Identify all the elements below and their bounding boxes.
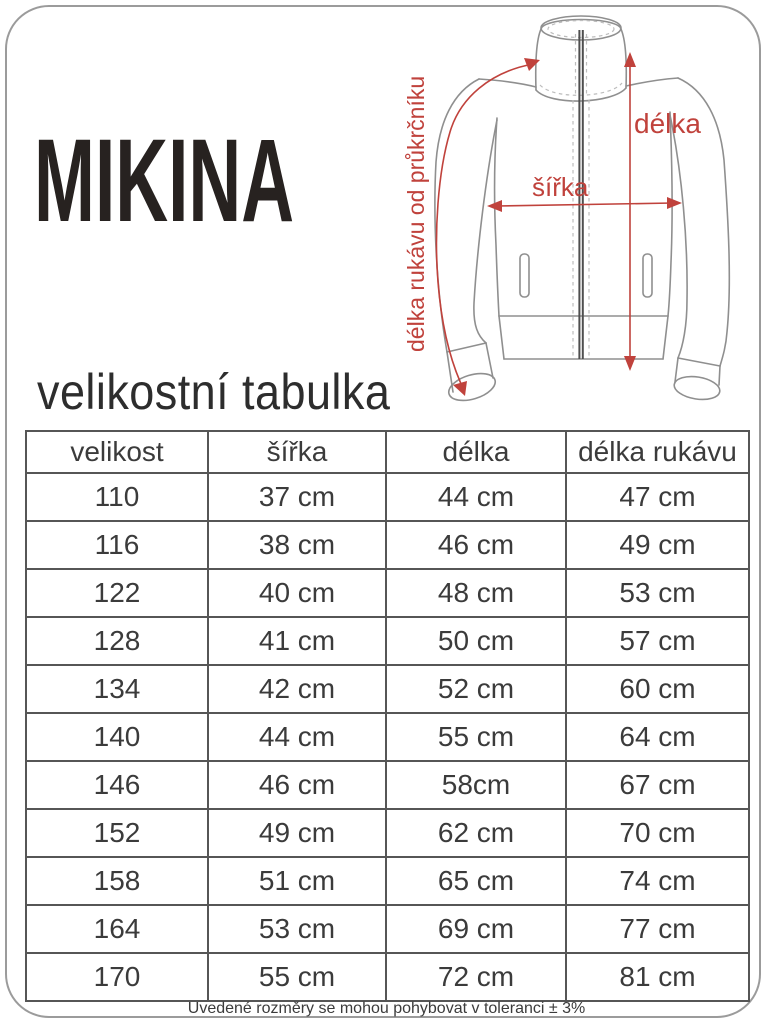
size-row-146 <box>26 761 749 809</box>
table-heading: velikostní tabulka <box>37 364 391 420</box>
size-value: 164 <box>26 905 208 953</box>
measure-value: 51 cm <box>208 857 386 905</box>
measure-value: 50 cm <box>386 617 566 665</box>
size-value: 146 <box>26 761 208 809</box>
measure-sleeve-arrow <box>437 58 541 396</box>
measure-value: 72 cm <box>386 953 566 1001</box>
measure-value: 52 cm <box>386 665 566 713</box>
measure-value: 44 cm <box>208 713 386 761</box>
jacket-shoulder-left <box>479 79 536 87</box>
measure-sleeve-label: délka rukávu od průkrčníku <box>403 75 429 352</box>
size-row-158 <box>26 857 749 905</box>
size-table <box>25 430 750 1002</box>
size-value: 170 <box>26 953 208 1001</box>
measure-value: 55 cm <box>386 713 566 761</box>
size-value: 110 <box>26 473 208 521</box>
measure-value: 38 cm <box>208 521 386 569</box>
size-value: 152 <box>26 809 208 857</box>
size-row-170 <box>26 953 749 1001</box>
measure-value: 77 cm <box>566 905 749 953</box>
product-title: MIKINA <box>34 115 295 247</box>
size-row-134 <box>26 665 749 713</box>
jacket-sleeve-left <box>435 79 499 405</box>
jacket-pocket-right <box>643 254 652 297</box>
measure-value: 46 cm <box>208 761 386 809</box>
size-table-header <box>26 431 749 473</box>
measure-length-arrow <box>624 52 636 371</box>
measure-value: 67 cm <box>566 761 749 809</box>
size-row-152 <box>26 809 749 857</box>
measure-value: 37 cm <box>208 473 386 521</box>
measure-value: 41 cm <box>208 617 386 665</box>
measure-value: 74 cm <box>566 857 749 905</box>
size-table-body <box>26 473 749 1001</box>
measure-value: 49 cm <box>566 521 749 569</box>
size-value: 128 <box>26 617 208 665</box>
measure-value: 44 cm <box>386 473 566 521</box>
measure-value: 64 cm <box>566 713 749 761</box>
size-row-128 <box>26 617 749 665</box>
measure-length-label: délka <box>634 108 701 139</box>
size-value: 122 <box>26 569 208 617</box>
measure-value: 40 cm <box>208 569 386 617</box>
column-header-2: délka <box>386 431 566 473</box>
size-row-164 <box>26 905 749 953</box>
measure-value: 47 cm <box>566 473 749 521</box>
jacket-collar <box>536 16 627 101</box>
size-row-122 <box>26 569 749 617</box>
jacket-diagram <box>390 0 768 432</box>
tolerance-note: Uvedené rozměry se mohou pohybovat v toleranci ± 3% <box>187 1000 586 1017</box>
jacket-shoulder-right <box>626 78 678 86</box>
size-row-140 <box>26 713 749 761</box>
size-value: 158 <box>26 857 208 905</box>
measure-value: 60 cm <box>566 665 749 713</box>
jacket-pocket-left <box>520 254 529 297</box>
measure-value: 65 cm <box>386 857 566 905</box>
measure-value: 81 cm <box>566 953 749 1001</box>
measure-value: 58cm <box>386 761 566 809</box>
measure-value: 62 cm <box>386 809 566 857</box>
measure-value: 48 cm <box>386 569 566 617</box>
size-row-116 <box>26 521 749 569</box>
header-row <box>26 431 749 473</box>
measure-value: 49 cm <box>208 809 386 857</box>
column-header-1: šířka <box>208 431 386 473</box>
measure-value: 70 cm <box>566 809 749 857</box>
measure-width-label: šířka <box>532 172 589 202</box>
measure-value: 53 cm <box>566 569 749 617</box>
size-value: 116 <box>26 521 208 569</box>
measure-value: 57 cm <box>566 617 749 665</box>
column-header-0: velikost <box>26 431 208 473</box>
size-value: 140 <box>26 713 208 761</box>
measure-value: 46 cm <box>386 521 566 569</box>
measure-value: 53 cm <box>208 905 386 953</box>
measure-value: 55 cm <box>208 953 386 1001</box>
measure-value: 42 cm <box>208 665 386 713</box>
measure-value: 69 cm <box>386 905 566 953</box>
column-header-3: délka rukávu <box>566 431 749 473</box>
size-row-110 <box>26 473 749 521</box>
size-value: 134 <box>26 665 208 713</box>
